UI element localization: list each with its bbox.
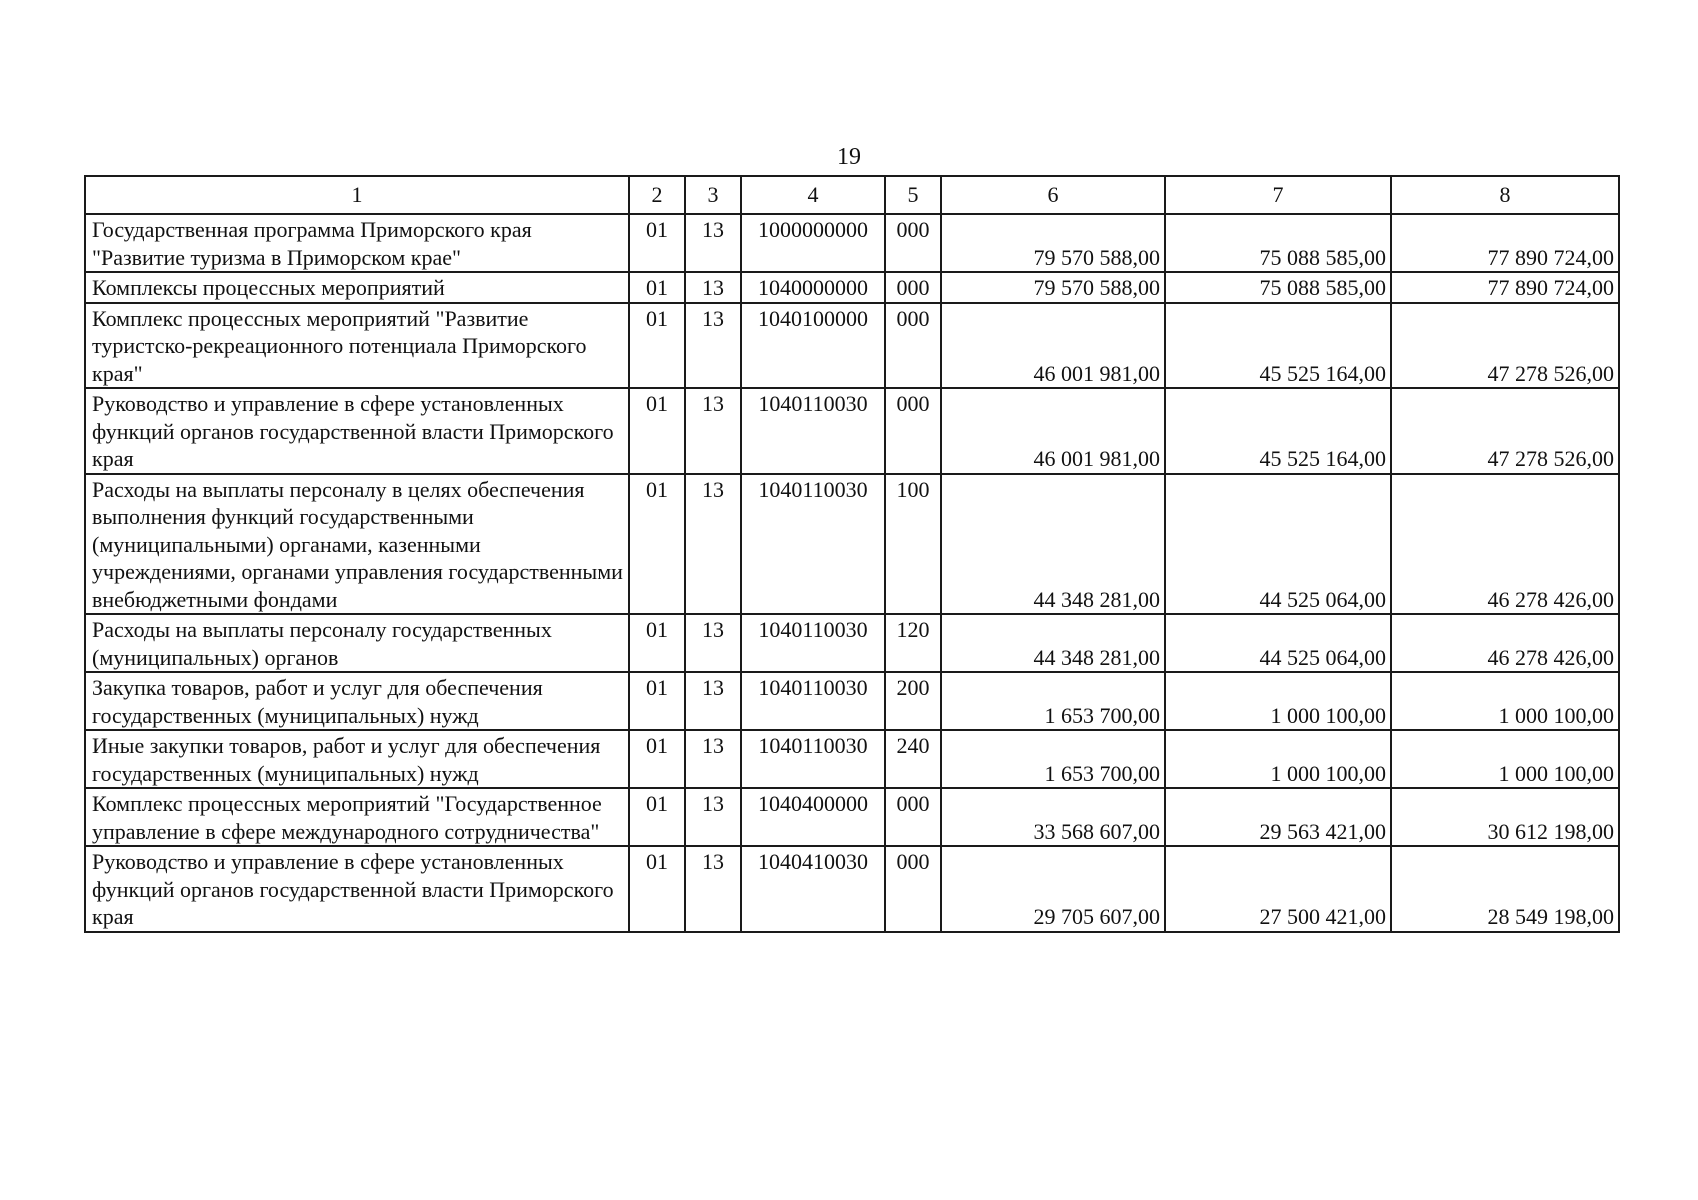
table-row xyxy=(85,214,1619,272)
amount-col6-cell: 79 570 588,00 xyxy=(941,214,1165,272)
expense-type-cell: 000 xyxy=(885,303,941,389)
section-code-cell: 01 xyxy=(629,846,685,932)
subsection-code-cell: 13 xyxy=(685,303,741,389)
amount-col8-cell: 47 278 526,00 xyxy=(1391,303,1619,389)
table-row xyxy=(85,474,1619,615)
column-header: 5 xyxy=(885,176,941,214)
column-header: 4 xyxy=(741,176,885,214)
amount-col7-cell: 29 563 421,00 xyxy=(1165,788,1391,846)
row-name-cell: Расходы на выплаты персоналу в целях обеспечения выполнения функций государственными (муниципальными) органами, казенными учреждениями, органами управления государственными внебюджетными фондами xyxy=(85,474,629,615)
amount-col6-cell: 46 001 981,00 xyxy=(941,388,1165,474)
target-article-cell: 1040110030 xyxy=(741,672,885,730)
row-name-cell: Государственная программа Приморского края "Развитие туризма в Приморском крае" xyxy=(85,214,629,272)
table-row xyxy=(85,614,1619,672)
subsection-code-cell: 13 xyxy=(685,672,741,730)
expense-type-cell: 200 xyxy=(885,672,941,730)
page-number: 19 xyxy=(837,144,861,170)
row-name-cell: Руководство и управление в сфере установленных функций органов государственной власти Приморского края xyxy=(85,846,629,932)
row-name-cell: Комплекс процессных мероприятий "Государственное управление в сфере международного сотрудничества" xyxy=(85,788,629,846)
section-code-cell: 01 xyxy=(629,474,685,615)
expense-type-cell: 000 xyxy=(885,388,941,474)
target-article-cell: 1040000000 xyxy=(741,272,885,303)
column-header: 8 xyxy=(1391,176,1619,214)
subsection-code-cell: 13 xyxy=(685,474,741,615)
subsection-code-cell: 13 xyxy=(685,272,741,303)
expense-type-cell: 000 xyxy=(885,788,941,846)
column-number-row xyxy=(85,176,1619,214)
subsection-code-cell: 13 xyxy=(685,214,741,272)
target-article-cell: 1040400000 xyxy=(741,788,885,846)
target-article-cell: 1040110030 xyxy=(741,388,885,474)
amount-col7-cell: 1 000 100,00 xyxy=(1165,672,1391,730)
target-article-cell: 1040110030 xyxy=(741,614,885,672)
amount-col6-cell: 1 653 700,00 xyxy=(941,672,1165,730)
row-name-cell: Комплексы процессных мероприятий xyxy=(85,272,629,303)
amount-col6-cell: 44 348 281,00 xyxy=(941,474,1165,615)
amount-col6-cell: 44 348 281,00 xyxy=(941,614,1165,672)
table-row xyxy=(85,672,1619,730)
subsection-code-cell: 13 xyxy=(685,614,741,672)
table-body xyxy=(85,214,1619,932)
table-row xyxy=(85,788,1619,846)
section-code-cell: 01 xyxy=(629,214,685,272)
amount-col6-cell: 1 653 700,00 xyxy=(941,730,1165,788)
amount-col7-cell: 27 500 421,00 xyxy=(1165,846,1391,932)
row-name-cell: Закупка товаров, работ и услуг для обеспечения государственных (муниципальных) нужд xyxy=(85,672,629,730)
row-name-cell: Комплекс процессных мероприятий "Развитие туристско-рекреационного потенциала Приморского края" xyxy=(85,303,629,389)
amount-col8-cell: 77 890 724,00 xyxy=(1391,272,1619,303)
subsection-code-cell: 13 xyxy=(685,788,741,846)
column-header: 1 xyxy=(85,176,629,214)
target-article-cell: 1040410030 xyxy=(741,846,885,932)
amount-col8-cell: 28 549 198,00 xyxy=(1391,846,1619,932)
amount-col7-cell: 45 525 164,00 xyxy=(1165,303,1391,389)
expense-type-cell: 000 xyxy=(885,846,941,932)
amount-col7-cell: 44 525 064,00 xyxy=(1165,614,1391,672)
section-code-cell: 01 xyxy=(629,614,685,672)
amount-col7-cell: 44 525 064,00 xyxy=(1165,474,1391,615)
subsection-code-cell: 13 xyxy=(685,846,741,932)
expense-type-cell: 120 xyxy=(885,614,941,672)
expense-type-cell: 240 xyxy=(885,730,941,788)
table-row xyxy=(85,388,1619,474)
table-row xyxy=(85,272,1619,303)
section-code-cell: 01 xyxy=(629,272,685,303)
amount-col6-cell: 79 570 588,00 xyxy=(941,272,1165,303)
amount-col8-cell: 47 278 526,00 xyxy=(1391,388,1619,474)
amount-col8-cell: 77 890 724,00 xyxy=(1391,214,1619,272)
amount-col6-cell: 33 568 607,00 xyxy=(941,788,1165,846)
target-article-cell: 1000000000 xyxy=(741,214,885,272)
target-article-cell: 1040110030 xyxy=(741,474,885,615)
amount-col8-cell: 46 278 426,00 xyxy=(1391,614,1619,672)
column-header: 7 xyxy=(1165,176,1391,214)
row-name-cell: Иные закупки товаров, работ и услуг для обеспечения государственных (муниципальных) нужд xyxy=(85,730,629,788)
amount-col6-cell: 46 001 981,00 xyxy=(941,303,1165,389)
section-code-cell: 01 xyxy=(629,788,685,846)
amount-col8-cell: 1 000 100,00 xyxy=(1391,672,1619,730)
amount-col7-cell: 75 088 585,00 xyxy=(1165,214,1391,272)
amount-col8-cell: 30 612 198,00 xyxy=(1391,788,1619,846)
expense-type-cell: 100 xyxy=(885,474,941,615)
amount-col6-cell: 29 705 607,00 xyxy=(941,846,1165,932)
table-row xyxy=(85,303,1619,389)
target-article-cell: 1040110030 xyxy=(741,730,885,788)
amount-col8-cell: 1 000 100,00 xyxy=(1391,730,1619,788)
table-row xyxy=(85,846,1619,932)
section-code-cell: 01 xyxy=(629,730,685,788)
column-header: 6 xyxy=(941,176,1165,214)
expense-type-cell: 000 xyxy=(885,214,941,272)
amount-col7-cell: 75 088 585,00 xyxy=(1165,272,1391,303)
section-code-cell: 01 xyxy=(629,388,685,474)
row-name-cell: Расходы на выплаты персоналу государственных (муниципальных) органов xyxy=(85,614,629,672)
expense-type-cell: 000 xyxy=(885,272,941,303)
amount-col7-cell: 45 525 164,00 xyxy=(1165,388,1391,474)
section-code-cell: 01 xyxy=(629,672,685,730)
column-header: 3 xyxy=(685,176,741,214)
row-name-cell: Руководство и управление в сфере установленных функций органов государственной власти Приморского края xyxy=(85,388,629,474)
section-code-cell: 01 xyxy=(629,303,685,389)
column-header: 2 xyxy=(629,176,685,214)
amount-col8-cell: 46 278 426,00 xyxy=(1391,474,1619,615)
target-article-cell: 1040100000 xyxy=(741,303,885,389)
table-row xyxy=(85,730,1619,788)
amount-col7-cell: 1 000 100,00 xyxy=(1165,730,1391,788)
budget-table xyxy=(84,175,1620,933)
subsection-code-cell: 13 xyxy=(685,730,741,788)
subsection-code-cell: 13 xyxy=(685,388,741,474)
